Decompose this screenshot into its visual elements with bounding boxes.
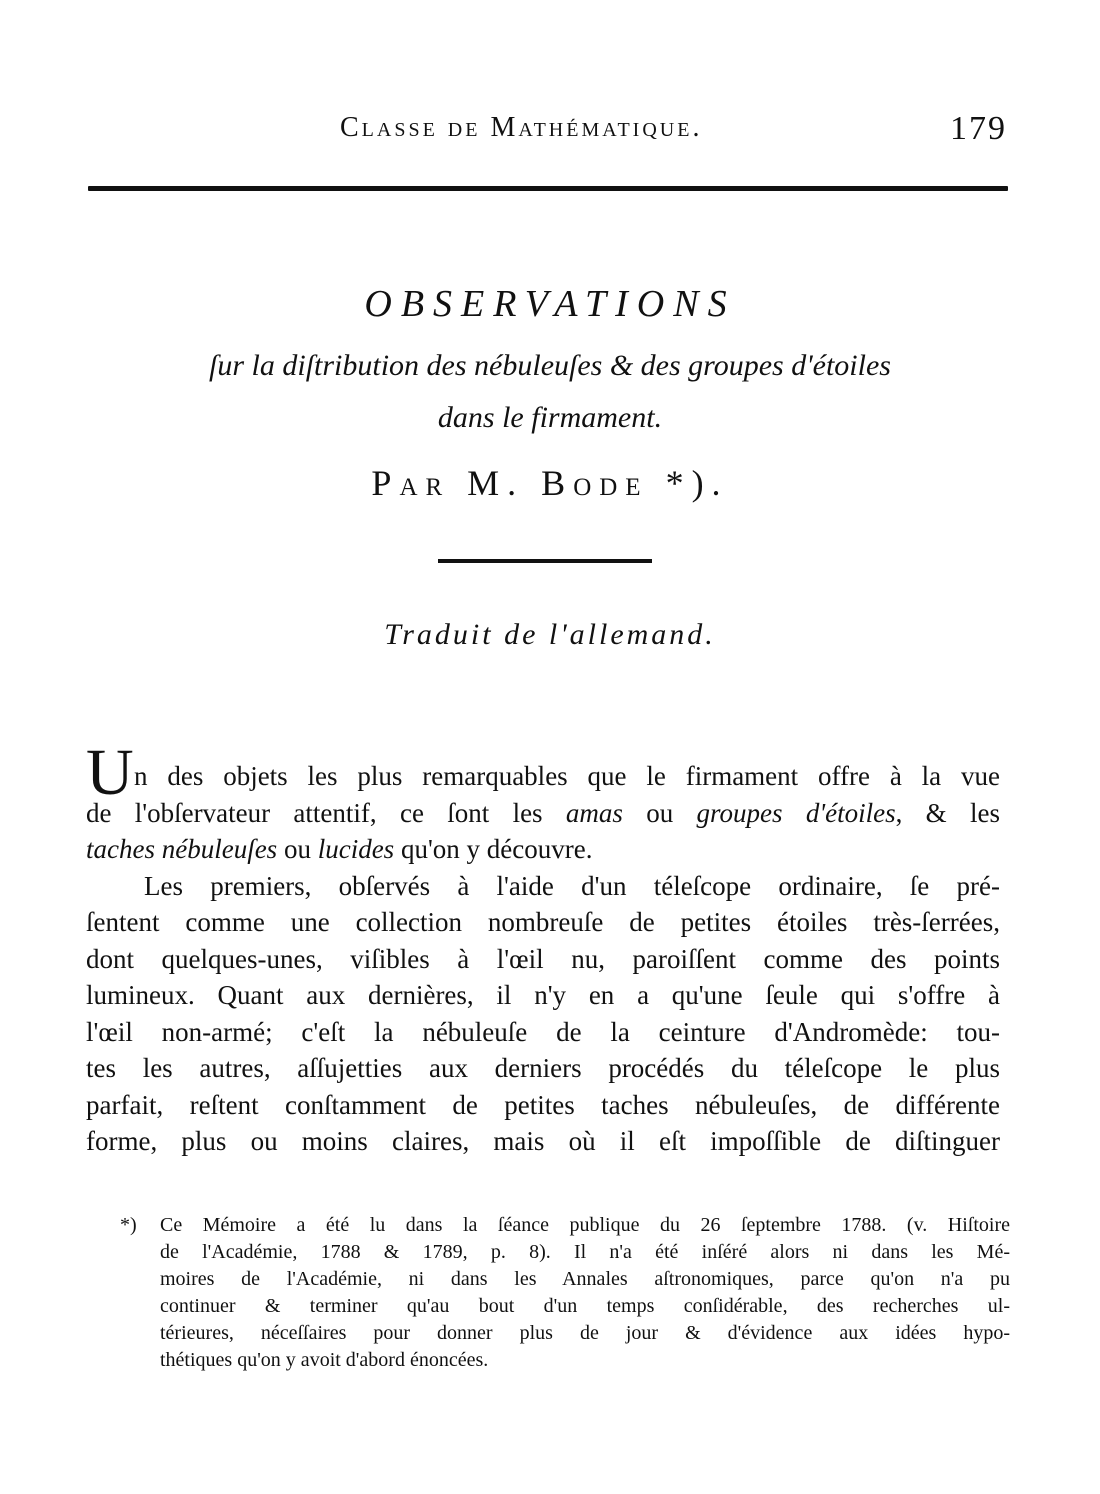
running-title: Classe de Mathématique. [340,112,703,143]
body-line: dont quelques-unes, viſibles à l'œil nu, paroiſſent comme des points [86,943,1000,974]
body-line: de l'obſervateur attentif, ce ſont les amas ou groupes d'étoiles, & les [86,797,1000,828]
footnote-line: *) Ce Mémoire a été lu dans la ſéance publique du 26 ſeptembre 1788. (v. Hiſtoire [120,1212,1010,1239]
footnote-line: moires de l'Académie, ni dans les Annales aſtronomiques, parce qu'on n'a pu [160,1268,1010,1290]
body-line: forme, plus ou moins claires, mais où il eſt impoſſible de diſtinguer [86,1126,1000,1156]
body-line: taches nébuleuſes ou lucides qu'on y découvre. [86,834,593,864]
body-line: l'œil non-armé; c'eſt la nébuleuſe de la ceinture d'Andromède: tou- [86,1016,1000,1047]
author-line: Par M. Bode *). [371,463,729,503]
drop-cap: U [86,736,134,809]
header-rule [88,186,1008,191]
article-subtitle [100,340,1000,444]
footnote [120,1212,1010,1374]
body-line: lumineux. Quant aux dernières, il n'y en a qu'une ſeule qui s'offre à [86,980,1000,1010]
body-text [86,736,1000,1160]
footnote-line: continuer & terminer qu'au bout d'un temps conſidérable, des recherches ul- [160,1295,1010,1317]
body-line: ſentent comme une collection nombreuſe de petites étoiles très-ſerrées, [86,907,1000,937]
footnote-line: thétiques qu'on y avoit d'abord énoncées. [160,1349,489,1371]
subtitle-line-2: dans le firmament. [437,401,663,434]
body-line: U n des objets les plus remarquables que le firmament offre à la vue [86,736,1000,809]
footnote-mark: *) [120,1214,137,1236]
body-line: tes les autres, aſſujetties aux derniers procédés du téleſcope le plus [86,1053,1000,1083]
article-title: OBSERVATIONS [364,283,736,325]
body-line: parfait, reſtent conſtamment de petites taches nébuleuſes, de différente [86,1089,1000,1120]
page-number: 179 [950,110,1007,147]
footnote-line: térieures, néceſſaires pour donner plus de jour & d'évidence aux idées hypo- [160,1322,1010,1344]
translation-note: Traduit de l'allemand. [384,618,716,651]
running-header [0,112,1100,162]
body-line: Les premiers, obſervés à l'aide d'un téleſcope ordinaire, ſe pré- [144,870,1000,901]
footnote-line: de l'Académie, 1788 & 1789, p. 8). Il n'a été inſéré alors ni dans les Mé- [160,1241,1010,1263]
section-rule [438,559,652,563]
subtitle-line-1: ſur la diſtribution des nébuleuſes & des groupes d'étoiles [209,349,891,382]
